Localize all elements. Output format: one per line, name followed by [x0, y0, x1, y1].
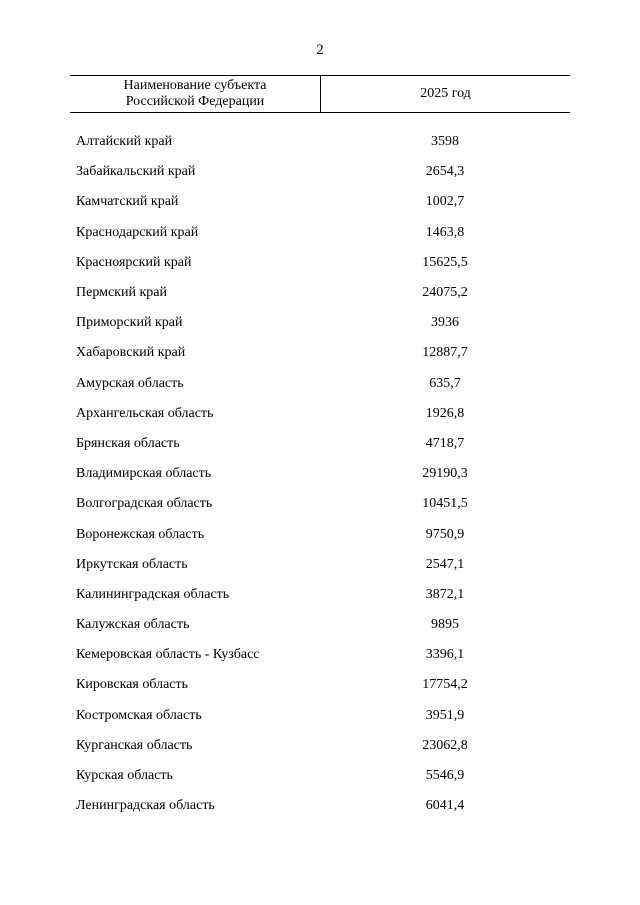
table-row: [70, 610, 570, 640]
value-cell: 17754,2: [422, 677, 468, 693]
region-name-cell: Иркутская область: [76, 556, 188, 572]
value-cell: 15625,5: [422, 254, 468, 270]
region-name-cell: Приморский край: [76, 315, 183, 331]
column-header-subject-line1: Наименование субъекта: [123, 78, 267, 93]
table-row: [70, 278, 570, 308]
table-row: [70, 580, 570, 610]
value-cell: 1926,8: [425, 405, 465, 421]
table-row: [70, 640, 570, 670]
table-row: [70, 670, 570, 700]
table-body: [70, 127, 570, 821]
value-cell: 3872,1: [425, 586, 465, 602]
column-header-year: 2025 год: [420, 86, 471, 101]
value-cell: 3951,9: [425, 707, 465, 723]
table-row: [70, 369, 570, 399]
table-row: [70, 157, 570, 187]
table-row: [70, 701, 570, 731]
table-row: [70, 731, 570, 761]
table-row: [70, 489, 570, 519]
region-name-cell: Калининградская область: [76, 586, 230, 602]
table-row: [70, 550, 570, 580]
value-cell: 635,7: [429, 375, 461, 391]
value-cell: 3936: [431, 315, 459, 331]
table-row: [70, 308, 570, 338]
value-cell: 6041,4: [425, 798, 465, 814]
table-row: [70, 761, 570, 791]
regions-table: [70, 75, 570, 821]
table-row: [70, 399, 570, 429]
region-name-cell: Брянская область: [76, 435, 180, 451]
region-name-cell: Костромская область: [76, 707, 202, 723]
region-name-cell: Калужская область: [76, 617, 190, 633]
region-name-cell: Хабаровский край: [76, 345, 186, 361]
value-cell: 10451,5: [422, 496, 468, 512]
value-cell: 3396,1: [425, 647, 465, 663]
column-header-subject: [70, 76, 321, 112]
table-row: [70, 248, 570, 278]
region-name-cell: Ленинградская область: [76, 798, 215, 814]
column-header-subject-line2: Российской Федерации: [125, 94, 265, 109]
region-name-cell: Пермский край: [76, 285, 167, 301]
table-row: [70, 791, 570, 821]
region-name-cell: Камчатский край: [76, 194, 179, 210]
value-cell: 9895: [431, 617, 459, 633]
region-name-cell: Краснодарский край: [76, 224, 199, 240]
region-name-cell: Архангельская область: [76, 405, 214, 421]
table-row: [70, 519, 570, 549]
table-row: [70, 459, 570, 489]
value-cell: 9750,9: [425, 526, 465, 542]
region-name-cell: Забайкальский край: [76, 164, 196, 180]
region-name-cell: Курганская область: [76, 737, 193, 753]
region-name-cell: Кемеровская область - Кузбасс: [76, 647, 260, 663]
region-name-cell: Волгоградская область: [76, 496, 213, 512]
region-name-cell: Амурская область: [76, 375, 184, 391]
region-name-cell: Владимирская область: [76, 466, 212, 482]
value-cell: 5546,9: [425, 768, 465, 784]
table-row: [70, 127, 570, 157]
value-cell: 2547,1: [425, 556, 465, 572]
value-cell: 24075,2: [422, 285, 468, 301]
value-cell: 4718,7: [425, 435, 465, 451]
value-cell: 1002,7: [425, 194, 465, 210]
value-cell: 12887,7: [422, 345, 468, 361]
region-name-cell: Кировская область: [76, 677, 189, 693]
value-cell: 1463,8: [425, 224, 465, 240]
table-row: [70, 338, 570, 368]
table-header: [70, 75, 570, 113]
table-row: [70, 218, 570, 248]
value-cell: 3598: [431, 134, 459, 150]
region-name-cell: Красноярский край: [76, 254, 192, 270]
value-cell: 23062,8: [422, 737, 468, 753]
table-row: [70, 429, 570, 459]
table-row: [70, 187, 570, 217]
page-number: 2: [316, 42, 324, 58]
region-name-cell: Воронежская область: [76, 526, 205, 542]
value-cell: 29190,3: [422, 466, 468, 482]
value-cell: 2654,3: [425, 164, 465, 180]
region-name-cell: Курская область: [76, 768, 173, 784]
region-name-cell: Алтайский край: [76, 134, 173, 150]
